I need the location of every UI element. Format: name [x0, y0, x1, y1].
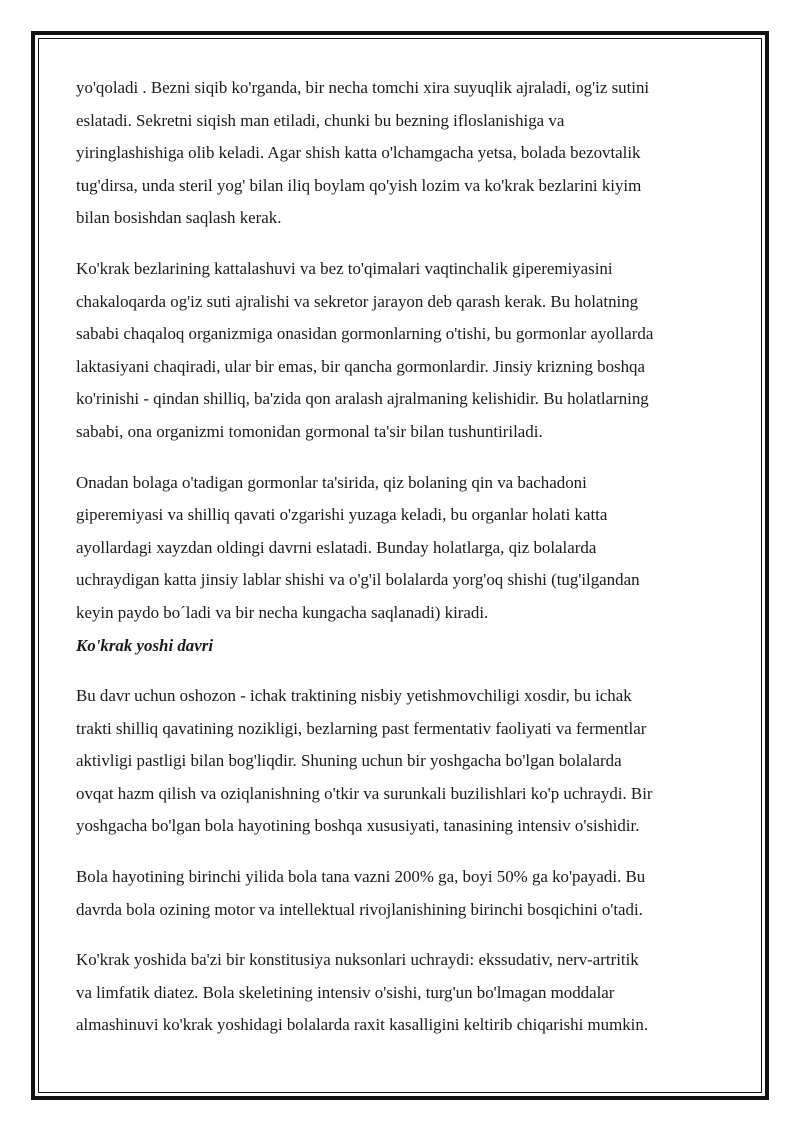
- paragraph-4: Bu davr uchun oshozon - ichak traktining nisbiy yetishmovchiligi xosdir, bu ichak trakti shilliq qavatining nozikligi, bezlarning past fermentativ faoliyati va fermentlar aktivligi pastligi bilan bog'liqdir. Shuning uchun bir yoshgacha bo'lgan bolalarda ovqat hazm qilish va oziqlanishning o'tkir va surunkali buzilishlari ko'p uchraydi. Bir yoshgacha bo'lgan bola hayotining boshqa xususiyati, tanasining intensiv o'sishidir.: [76, 686, 653, 836]
- document-body: [76, 72, 726, 1060]
- paragraph-3: Onadan bolaga o'tadigan gormonlar ta'sirida, qiz bolaning qin va bachadoni giperemiyasi va shilliq qavati o'zgarishi yuzaga keladi, bu organlar holati katta ayollardagi xayzdan oldingi davrni eslatadi. Bunday holatlarga, qiz bolalarda uchraydigan katta jinsiy lablar shishi va o'g'il bolalarda yorg'oq shishi (tug'ilgandan keyin paydo bo´ladi va bir necha kungacha saqlanadi) kiradi.: [76, 472, 640, 622]
- section-heading: Ko'krak yoshi davri: [76, 635, 214, 655]
- paragraph-2: Ko'krak bezlarining kattalashuvi va bez to'qimalari vaqtinchalik giperemiyasini chakaloqarda og'iz suti ajralishi va sekretor jarayon deb qarash kerak. Bu holatning sababi chaqaloq organizmiga onasidan gormonlarning o'tishi, bu gormonlar ayollarda laktasiyani chaqiradi, ular bir emas, bir qancha gormonlardir. Jinsiy krizning boshqa ko'rinishi - qindan shilliq, ba'zida qon aralash ajralmaning kelishidir. Bu holatlarning sababi, ona organizmi tomonidan gormonal ta'sir bilan tushuntiriladi.: [76, 258, 654, 441]
- paragraph-6: Ko'krak yoshida ba'zi bir konstitusiya nuksonlari uchraydi: ekssudativ, nerv-artritik va limfatik diatez. Bola skeletining intensiv o'sishi, turg'un bo'lmagan moddalar almashinuvi ko'krak yoshidagi bolalarda raxit kasalligini keltirib chiqarishi mumkin.: [76, 950, 649, 1035]
- paragraph-1: yo'qoladi . Bezni siqib ko'rganda, bir necha tomchi xira suyuqlik ajraladi, og'iz sutini eslatadi. Sekretni siqish man etiladi, chunki bu bezning ifloslanishiga va yiringlashishiga olib keladi. Agar shish katta o'lchamgacha yetsa, bolada bezovtalik tug'dirsa, unda steril yog' bilan iliq boylam qo'yish lozim va ko'krak bezlarini kiyim bilan bosishdan saqlash kerak.: [76, 78, 650, 228]
- paragraph-5: Bola hayotining birinchi yilida bola tana vazni 200% ga, boyi 50% ga ko'payadi. Bu davrda bola ozining motor va intellektual rivojlanishining birinchi bosqichini o'tadi.: [76, 867, 646, 919]
